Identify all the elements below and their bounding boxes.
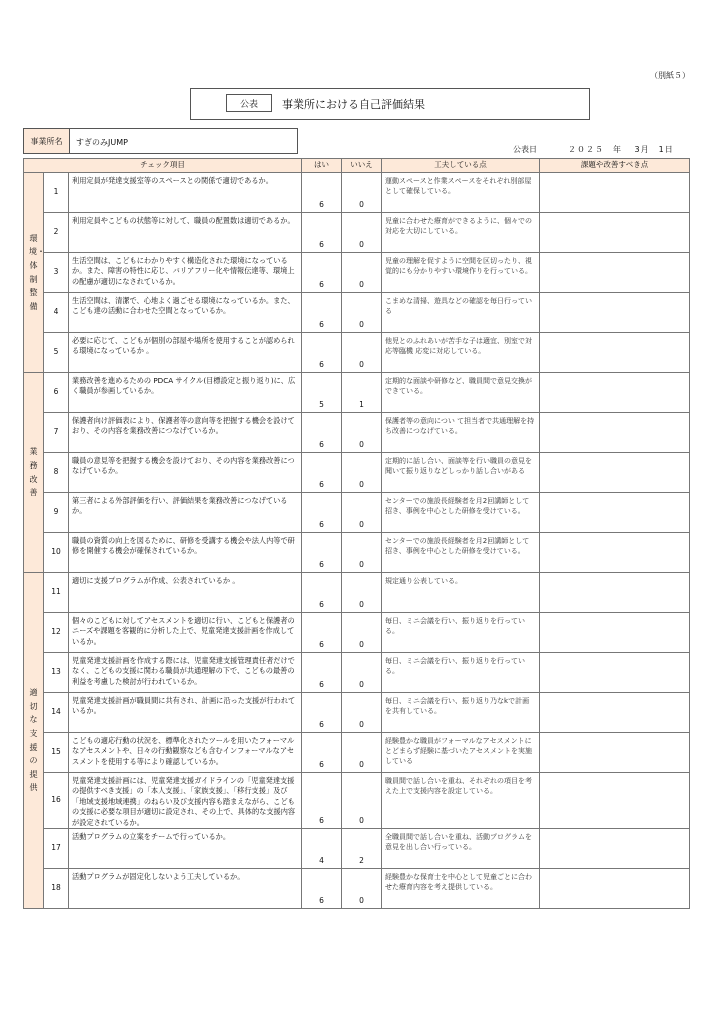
- kadai-text: [540, 173, 690, 213]
- kadai-text: [540, 453, 690, 493]
- yes-count: 6: [302, 213, 342, 253]
- yes-count: 6: [302, 533, 342, 573]
- yes-count: 6: [302, 733, 342, 773]
- row-number: 14: [44, 693, 69, 733]
- table-row: [24, 453, 690, 493]
- row-number: 4: [44, 293, 69, 333]
- section-label: [24, 173, 44, 373]
- row-number: 15: [44, 733, 69, 773]
- row-number: 17: [44, 829, 69, 869]
- kadai-text: [540, 493, 690, 533]
- no-count: 0: [342, 869, 382, 909]
- kadai-text: [540, 653, 690, 693]
- yes-count: 6: [302, 773, 342, 829]
- kufu-text: 経験豊かな職員がフォーマルなアセスメントにとどまらず経験に基づいたアセスメントを実施している: [382, 733, 540, 773]
- kufu-text: 経験豊かな保育士を中心として児童ごとに合わせた療育内容を考え提供している。: [382, 869, 540, 909]
- row-number: 16: [44, 773, 69, 829]
- kufu-text: 保護者等の意向につい て担当者で共通理解を持ち改善につなげている。: [382, 413, 540, 453]
- kufu-text: 運動スペースと作業スペースをそれぞれ別部屋として確保している。: [382, 173, 540, 213]
- column-header-kufu: 工夫している点: [382, 159, 540, 173]
- kufu-text: 毎日、ミニ会議を行い、振り返りを行っている。: [382, 613, 540, 653]
- office-name-label: 事業所名: [24, 129, 70, 153]
- check-item-text: 保護者向け評価表により、保護者等の意向等を把握する機会を設けており、その内容を業務改善につなげているか。: [69, 413, 302, 453]
- table-row: [24, 333, 690, 373]
- section-label-text: 環境・体制整備: [29, 233, 45, 311]
- yes-count: 6: [302, 613, 342, 653]
- table-row: [24, 653, 690, 693]
- office-name-value: すぎのみJUMP: [76, 138, 128, 147]
- kadai-text: [540, 533, 690, 573]
- yes-count: 6: [302, 293, 342, 333]
- yes-count: 6: [302, 653, 342, 693]
- kadai-text: [540, 693, 690, 733]
- column-header-kadai: 課題や改善すべき点: [540, 159, 690, 173]
- yes-count: 6: [302, 173, 342, 213]
- no-count: 1: [342, 373, 382, 413]
- check-item-text: 生活空間は、こどもにわかりやすく構造化された環境になっているか。また、障害の特性に応じ、バリアフリー化や情報伝達等、環境上の配慮が適切になされているか。: [69, 253, 302, 293]
- check-item-text: 利用定員やこどもの状態等に対して、職員の配置数は適切であるか。: [69, 213, 302, 253]
- attachment-label: （別紙５）: [650, 71, 690, 80]
- publication-badge: 公表: [226, 94, 272, 112]
- yes-count: 5: [302, 373, 342, 413]
- table-row: [24, 253, 690, 293]
- row-number: 8: [44, 453, 69, 493]
- no-count: 0: [342, 693, 382, 733]
- no-count: 0: [342, 493, 382, 533]
- row-number: 12: [44, 613, 69, 653]
- kadai-text: [540, 829, 690, 869]
- kadai-text: [540, 613, 690, 653]
- yes-count: 6: [302, 493, 342, 533]
- no-count: 0: [342, 533, 382, 573]
- yes-count: 6: [302, 413, 342, 453]
- kadai-text: [540, 733, 690, 773]
- no-count: 0: [342, 213, 382, 253]
- section-label: [24, 573, 44, 909]
- table-row: [24, 773, 690, 829]
- row-number: 10: [44, 533, 69, 573]
- kufu-text: 毎日、ミニ会議を行い、振り返り乃なkで計画を共有している。: [382, 693, 540, 733]
- table-row: [24, 573, 690, 613]
- kadai-text: [540, 373, 690, 413]
- no-count: 0: [342, 293, 382, 333]
- publication-date-label: 公表日: [513, 145, 537, 154]
- check-item-text: 適切に支援プログラムが作成、公表されているか 。: [69, 573, 302, 613]
- row-number: 5: [44, 333, 69, 373]
- yes-count: 4: [302, 829, 342, 869]
- row-number: 6: [44, 373, 69, 413]
- table-row: [24, 493, 690, 533]
- row-number: 1: [44, 173, 69, 213]
- column-header-check-item: チェック項目: [24, 159, 302, 173]
- table-row: [24, 413, 690, 453]
- check-item-text: 利用定員が発達支援室等のスペースとの関係で適切であるか。: [69, 173, 302, 213]
- kufu-text: 児童の理解を促すように空間を区切ったり、視覚的にも分かりやすい環境作りを行っている。: [382, 253, 540, 293]
- kadai-text: [540, 869, 690, 909]
- row-number: 9: [44, 493, 69, 533]
- check-item-text: 必要に応じて、こどもが個別の部屋や場所を使用することが認められる環境になっているか 。: [69, 333, 302, 373]
- no-count: 0: [342, 573, 382, 613]
- no-count: 0: [342, 333, 382, 373]
- no-count: 0: [342, 653, 382, 693]
- no-count: 0: [342, 253, 382, 293]
- no-count: 2: [342, 829, 382, 869]
- yes-count: 6: [302, 573, 342, 613]
- kufu-text: 児童に合わせた療育ができるように、個々での対応を大切にしている。: [382, 213, 540, 253]
- page-title: 事業所における自己評価結果: [282, 98, 425, 111]
- check-item-text: 活動プログラムの立案をチームで行っているか。: [69, 829, 302, 869]
- table-row: [24, 213, 690, 253]
- section-label: [24, 373, 44, 573]
- row-number: 7: [44, 413, 69, 453]
- kadai-text: [540, 213, 690, 253]
- yes-count: 6: [302, 693, 342, 733]
- row-number: 3: [44, 253, 69, 293]
- row-number: 13: [44, 653, 69, 693]
- row-number: 18: [44, 869, 69, 909]
- kadai-text: [540, 773, 690, 829]
- table-row: [24, 173, 690, 213]
- no-count: 0: [342, 613, 382, 653]
- kufu-text: 定期的に話し合い、面談等を行い職員の意見を聞いて振り返りなどしっかり話し合いがある: [382, 453, 540, 493]
- kufu-text: 定期的な面談や研修など、職員間で意見交換ができている。: [382, 373, 540, 413]
- check-item-text: 活動プログラムが固定化しないよう工夫しているか。: [69, 869, 302, 909]
- check-item-text: 業務改善を進めるための PDCA サイクル(目標設定と振り返り)に、広く職員が参画しているか。: [69, 373, 302, 413]
- yes-count: 6: [302, 333, 342, 373]
- row-number: 2: [44, 213, 69, 253]
- table-row: [24, 373, 690, 413]
- publication-date-value: ２０２５ 年 3月 1日: [568, 145, 674, 154]
- yes-count: 6: [302, 869, 342, 909]
- column-header-yes: はい: [302, 159, 342, 173]
- check-item-text: 第三者による外部評価を行い、評価結果を業務改善につなげているか。: [69, 493, 302, 533]
- kufu-text: 全職員間で話し合いを重ね、活動プログラムを意見を出し合い行っている。: [382, 829, 540, 869]
- kadai-text: [540, 293, 690, 333]
- table-row: [24, 293, 690, 333]
- section-label-text: 適切な支援の提供: [29, 688, 38, 793]
- check-item-text: 児童発達支援計画には、児童発達支援ガイドラインの「児童発達支援の提供すべき支援」の「本人支援」、「家族支援」、「移行支援」及び「地域支援地域連携」のねらい及び支援内容も踏まえながら、こどもの支援に必要な項目が適切に設定され、その上で、具体的な支援内容が設定されているか。: [69, 773, 302, 829]
- evaluation-table: [23, 158, 690, 909]
- kufu-text: 他児とのふれあいが苦手な子は適宜、別室で対応等臨機 応変に対応している。: [382, 333, 540, 373]
- no-count: 0: [342, 413, 382, 453]
- table-row: [24, 733, 690, 773]
- kufu-text: センターでの施設長経験者を月2回講師として招き、事例を中心とした研修を受けている。: [382, 493, 540, 533]
- no-count: 0: [342, 173, 382, 213]
- yes-count: 6: [302, 253, 342, 293]
- table-row: [24, 613, 690, 653]
- check-item-text: 個々のこどもに対してアセスメントを適切に行い、こどもと保護者のニーズや課題を客観的に分析した上で、児童発達支援計画を作成しているか。: [69, 613, 302, 653]
- no-count: 0: [342, 453, 382, 493]
- table-header-row: [24, 159, 690, 173]
- check-item-text: 児童発達支援計画が職員間に共有され、計画に沿った支援が行われているか。: [69, 693, 302, 733]
- check-item-text: 職員の資質の向上を図るために、研修を受講する機会や法人内等で研修を開催する機会が確保されているか。: [69, 533, 302, 573]
- check-item-text: 職員の意見等を把握する機会を設けており、その内容を業務改善につなげているか。: [69, 453, 302, 493]
- kadai-text: [540, 333, 690, 373]
- table-row: [24, 829, 690, 869]
- kadai-text: [540, 253, 690, 293]
- table-row: [24, 869, 690, 909]
- kufu-text: 規定通り公表している。: [382, 573, 540, 613]
- kadai-text: [540, 413, 690, 453]
- section-label-text: 業務改善: [29, 447, 38, 498]
- kufu-text: 職員間で話し合いを重ね、それぞれの項目を考 えた上で支援内容を設定している。: [382, 773, 540, 829]
- check-item-text: 児童発達支援計画を作成する際には、児童発達支援管理責任者だけでなく、こどもの支援に関わる職員が共通理解の下で、こどもの最善の利益を考慮した検討が行われているか。: [69, 653, 302, 693]
- check-item-text: こどもの適応行動の状況を、標準化されたツールを用いたフォーマルなアセスメントや、日々の行動観察なども含むインフォーマルなアセスメントを使用する等により確認しているか。: [69, 733, 302, 773]
- table-row: [24, 693, 690, 733]
- row-number: 11: [44, 573, 69, 613]
- kufu-text: こまめな清掃、遊具などの確認を毎日行っている: [382, 293, 540, 333]
- kufu-text: 毎日、ミニ会議を行い、振り返りを行っている。: [382, 653, 540, 693]
- office-name-box: [23, 128, 298, 154]
- kufu-text: センターでの施設長経験者を月2回講師として招き、事例を中心とした研修を受けている。: [382, 533, 540, 573]
- no-count: 0: [342, 773, 382, 829]
- yes-count: 6: [302, 453, 342, 493]
- table-row: [24, 533, 690, 573]
- kadai-text: [540, 573, 690, 613]
- column-header-no: いいえ: [342, 159, 382, 173]
- check-item-text: 生活空間は、清潔で、心地よく過ごせる環境になっているか。また、こども達の活動に合わせた空間となっているか。: [69, 293, 302, 333]
- no-count: 0: [342, 733, 382, 773]
